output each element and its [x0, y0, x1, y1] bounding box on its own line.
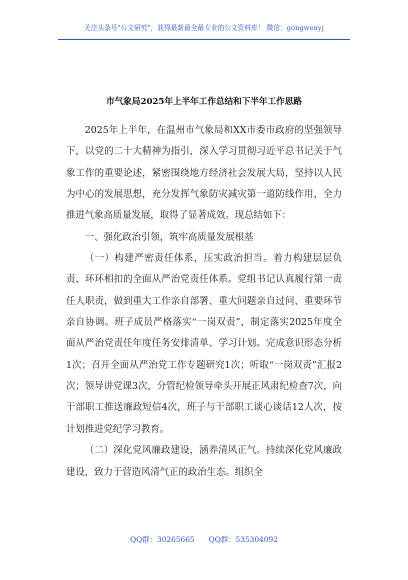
section-heading: 一、强化政治引领，筑牢高质量发展根基 [84, 231, 254, 243]
body-paragraph: （一）构建严密责任体系，压实政治担当。着力构建层层负责、环环相扣的全面从严治党责任体系。党组书记认真履行第一责任人职责，做到重大工作亲自部署、重大问题亲自过问、重要环节亲自协调。班子成员严格落实“一岗双责”，制定落实2025年度全面从严治党责任年度任务安排清单、学习计划。完成意识形态分析1次；召开全面从严治党工作专题研究1次；听取“一岗双责”汇报2次；领导讲党课3次，分管纪检领导牵头开展正风肃纪检查7次，向干部职工推送廉政短信4次，班子与干部职工谈心谈话12人次，按计划推进党纪学习教育。 [66, 253, 342, 435]
document-title: 市气象局2025年上半年工作总结和下半年工作思路 [106, 97, 302, 107]
document-body [66, 120, 342, 483]
body-paragraph: （二）深化党风廉政建设，涵养清风正气。持续深化党风廉政建设，致力于营造风清气正的政治生态。组织全 [66, 445, 342, 478]
header-divider [58, 39, 350, 40]
footer-qq-group-2: QQ群：535304092 [208, 535, 278, 544]
header-banner: 关注头条号"公文研究"，获得最新最全最专业的公文资料库！ 微信：gongwenyj [84, 24, 324, 32]
footer [0, 534, 408, 545]
intro-paragraph: 2025年上半年，在温州市气象局和XX市委市政府的坚强领导下，以党的二十大精神为指引，深入学习贯彻习近平总书记关于气象工作的重要论述，紧密围绕地方经济社会发展大局，坚持以人民为中心的发展思想，充分发挥气象防灾减灾第一道防线作用，全力推进气象高质量发展，取得了显著成效。现总结如下： [66, 125, 342, 222]
footer-qq-group-1: QQ群：30265665 [130, 535, 195, 544]
